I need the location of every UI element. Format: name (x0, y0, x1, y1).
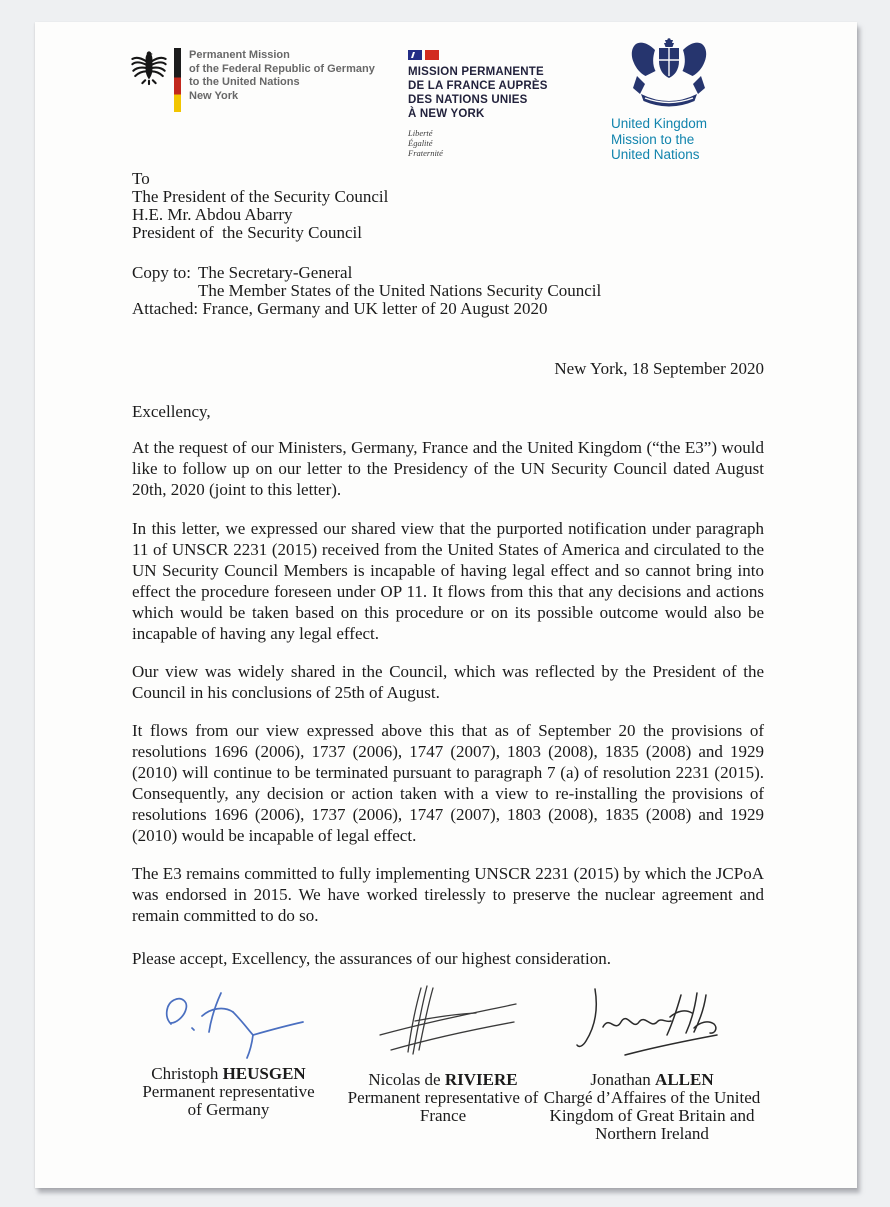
france-line-2: DE LA FRANCE AUPRÈS (408, 80, 548, 92)
france-mission-name (408, 65, 548, 121)
signer-role-line: Permanent representative of (347, 1088, 539, 1107)
salutation: Excellency, (132, 402, 211, 421)
signer-given-name: Jonathan (590, 1070, 651, 1089)
germany-line-2: of the Federal Republic of Germany (189, 62, 375, 75)
signer-germany (126, 977, 331, 1119)
germany-mission-name (189, 46, 375, 103)
heusgen-signature-icon (141, 977, 316, 1059)
signer-role-line: Northern Ireland (595, 1124, 709, 1143)
paragraph-1: At the request of our Ministers, Germany, France and the United Kingdom (“the E3”) would like to follow up on our letter to the Presidency of the UN Security Council dated August 20th, 2020 (joint to this letter). (132, 438, 764, 499)
recipient-line-title: The President of the Security Council (132, 187, 389, 206)
german-federal-eagle-icon (130, 48, 168, 86)
signer-role-line: Chargé d’Affaires of the United (543, 1088, 761, 1107)
paragraph-4: It flows from our view expressed above this that as of September 20 the provisions of resolutions 1696 (2006), 1737 (2006), 1747 (2007), 1803 (2008), 1835 (2008) and 1929 (2010) will continue to be terminated pursuant to paragraph 7 (a) of resolution 2231 (2015). Consequently, any decision or action taken with a view to re-installing the provisions of resolutions 1696 (2006), 1737 (2006), 1747 (2007), 1803 (2008), 1835 (2008) and 1929 (2010) would be incapable of legal effect. (132, 721, 764, 845)
motto-liberte: Liberté (408, 128, 433, 138)
royal-coat-of-arms-icon (625, 38, 713, 110)
signer-surname: RIVIERE (444, 1070, 518, 1089)
dateline: New York, 18 September 2020 (554, 359, 764, 378)
signer-given-name: Nicolas de (368, 1070, 441, 1089)
signer-name (338, 1071, 548, 1089)
allen-signature-icon (567, 977, 737, 1065)
french-motto (408, 128, 548, 158)
france-line-4: À NEW YORK (408, 108, 485, 120)
uk-line-2: Mission to the (611, 131, 695, 147)
uk-mission-name (611, 116, 746, 163)
recipient-block (132, 170, 764, 242)
paragraph-3: Our view was widely shared in the Council, which was reflected by the President of the Council in his conclusions of 25th of August. (132, 662, 764, 702)
signer-name (540, 1071, 764, 1089)
signature-area (132, 977, 764, 1207)
recipient-line-role: President of the Security Council (132, 223, 362, 242)
signer-surname: ALLEN (655, 1070, 714, 1089)
french-flag-red-block (425, 50, 439, 60)
motto-egalite: Égalité (408, 138, 433, 148)
signer-role-line: France (419, 1106, 467, 1125)
france-line-3: DES NATIONS UNIES (408, 94, 528, 106)
paragraph-2: In this letter, we expressed our shared view that the purported notification under paragraph 11 of UNSCR 2231 (2015) received from the United States of America and circulated to the UN Security Council Members is incapable of having legal effect and so cannot bring into effect the procedure foreseen under OP 11. It flows from this that any decisions and actions which would be taken based on this procedure or on its possible outcome would also be incapable of having any legal effect. (132, 519, 764, 643)
signer-role-line: Permanent representative (142, 1082, 315, 1101)
french-flag-icon (408, 50, 548, 60)
signer-surname: HEUSGEN (222, 1064, 306, 1083)
signer-name (126, 1065, 331, 1083)
uk-line-1: United Kingdom (611, 116, 708, 131)
france-line-1: MISSION PERMANENTE (408, 66, 544, 78)
french-flag-blue-block (408, 50, 422, 60)
letterhead (35, 22, 857, 162)
france-mission-logo (408, 50, 548, 158)
uk-mission-logo (611, 38, 746, 163)
signer-role-line: of Germany (187, 1100, 270, 1119)
germany-line-1: Permanent Mission (189, 49, 290, 61)
signer-role-line: Kingdom of Great Britain and (549, 1106, 755, 1125)
german-flag-stripe (174, 48, 181, 112)
recipient-line-to: To (132, 169, 150, 188)
germany-mission-logo (130, 46, 375, 112)
germany-line-4: New York (189, 89, 239, 102)
uk-line-3: United Nations (611, 147, 700, 162)
copy-to-secretary-general: The Secretary-General (198, 263, 353, 282)
letter-body (132, 170, 764, 1207)
signer-given-name: Christoph (151, 1064, 219, 1083)
motto-fraternite: Fraternité (408, 148, 443, 158)
attached-line: Attached: France, Germany and UK letter of 20 August 2020 (132, 299, 548, 318)
copy-block (132, 264, 764, 318)
letter-paper (35, 22, 857, 1188)
recipient-line-name: H.E. Mr. Abdou Abarry (132, 205, 293, 224)
riviere-signature-icon (363, 977, 523, 1065)
signer-uk (540, 977, 764, 1143)
closing-line: Please accept, Excellency, the assurances of our highest consideration. (132, 949, 611, 968)
copy-to-row (132, 264, 764, 282)
copy-to-label: Copy to: (132, 263, 192, 282)
germany-line-3: to the United Nations (189, 76, 300, 89)
signer-france (338, 977, 548, 1125)
copy-to-member-states: The Member States of the United Nations Security Council (198, 281, 602, 300)
paragraph-5: The E3 remains committed to fully implementing UNSCR 2231 (2015) by which the JCPoA was endorsed in 2015. We have worked tirelessly to preserve the nuclear agreement and remain committed to do so. (132, 864, 764, 925)
